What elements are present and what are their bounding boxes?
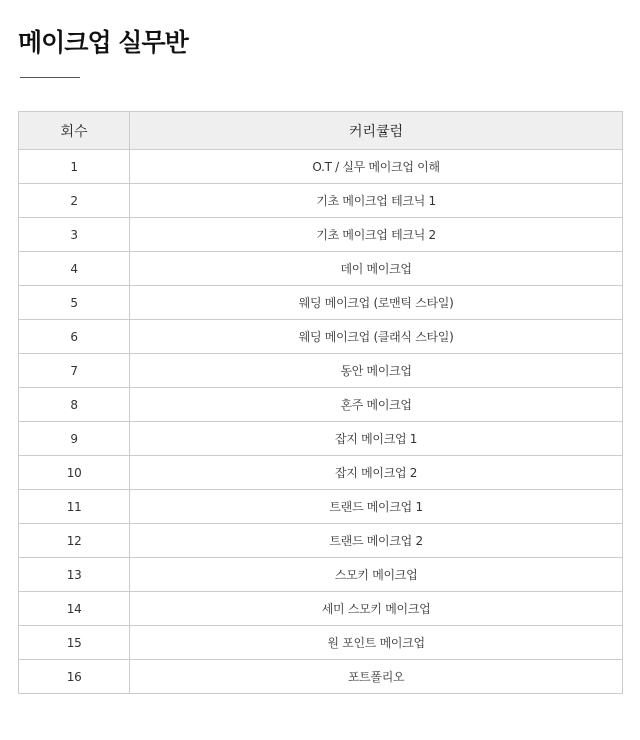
table-row	[19, 524, 623, 558]
table-row	[19, 218, 623, 252]
table-row	[19, 320, 623, 354]
curriculum-cell: 웨딩 메이크업 (클래식 스타일)	[130, 320, 623, 354]
table-row	[19, 388, 623, 422]
round-cell: 3	[19, 218, 130, 252]
round-cell: 10	[19, 456, 130, 490]
table-row	[19, 490, 623, 524]
curriculum-table	[18, 111, 623, 694]
table-row	[19, 252, 623, 286]
round-cell: 12	[19, 524, 130, 558]
table-row	[19, 286, 623, 320]
curriculum-cell: 세미 스모키 메이크업	[130, 592, 623, 626]
curriculum-cell: O.T / 실무 메이크업 이해	[130, 150, 623, 184]
curriculum-cell: 동안 메이크업	[130, 354, 623, 388]
curriculum-cell: 트랜드 메이크업 1	[130, 490, 623, 524]
curriculum-cell: 데이 메이크업	[130, 252, 623, 286]
table-header-row	[19, 112, 623, 150]
table-row	[19, 184, 623, 218]
round-cell: 16	[19, 660, 130, 694]
table-row	[19, 558, 623, 592]
table-row	[19, 150, 623, 184]
round-cell: 7	[19, 354, 130, 388]
table-row	[19, 422, 623, 456]
curriculum-cell: 원 포인트 메이크업	[130, 626, 623, 660]
table-row	[19, 592, 623, 626]
curriculum-cell: 스모키 메이크업	[130, 558, 623, 592]
curriculum-cell: 혼주 메이크업	[130, 388, 623, 422]
round-cell: 13	[19, 558, 130, 592]
curriculum-cell: 기초 메이크업 테크닉 1	[130, 184, 623, 218]
curriculum-cell: 잡지 메이크업 1	[130, 422, 623, 456]
round-cell: 5	[19, 286, 130, 320]
table-row	[19, 626, 623, 660]
round-cell: 11	[19, 490, 130, 524]
round-cell: 9	[19, 422, 130, 456]
curriculum-cell: 웨딩 메이크업 (로맨틱 스타일)	[130, 286, 623, 320]
round-cell: 15	[19, 626, 130, 660]
round-cell: 2	[19, 184, 130, 218]
curriculum-cell: 포트폴리오	[130, 660, 623, 694]
round-cell: 4	[19, 252, 130, 286]
table-row	[19, 456, 623, 490]
title-underline	[20, 77, 80, 78]
round-cell: 6	[19, 320, 130, 354]
table-row	[19, 354, 623, 388]
curriculum-cell: 잡지 메이크업 2	[130, 456, 623, 490]
header-curriculum: 커리큘럼	[130, 112, 623, 150]
round-cell: 14	[19, 592, 130, 626]
table-row	[19, 660, 623, 694]
round-cell: 8	[19, 388, 130, 422]
header-round: 회수	[19, 112, 130, 150]
page-title: 메이크업 실무반	[18, 28, 188, 57]
round-cell: 1	[19, 150, 130, 184]
curriculum-cell: 기초 메이크업 테크닉 2	[130, 218, 623, 252]
curriculum-cell: 트랜드 메이크업 2	[130, 524, 623, 558]
